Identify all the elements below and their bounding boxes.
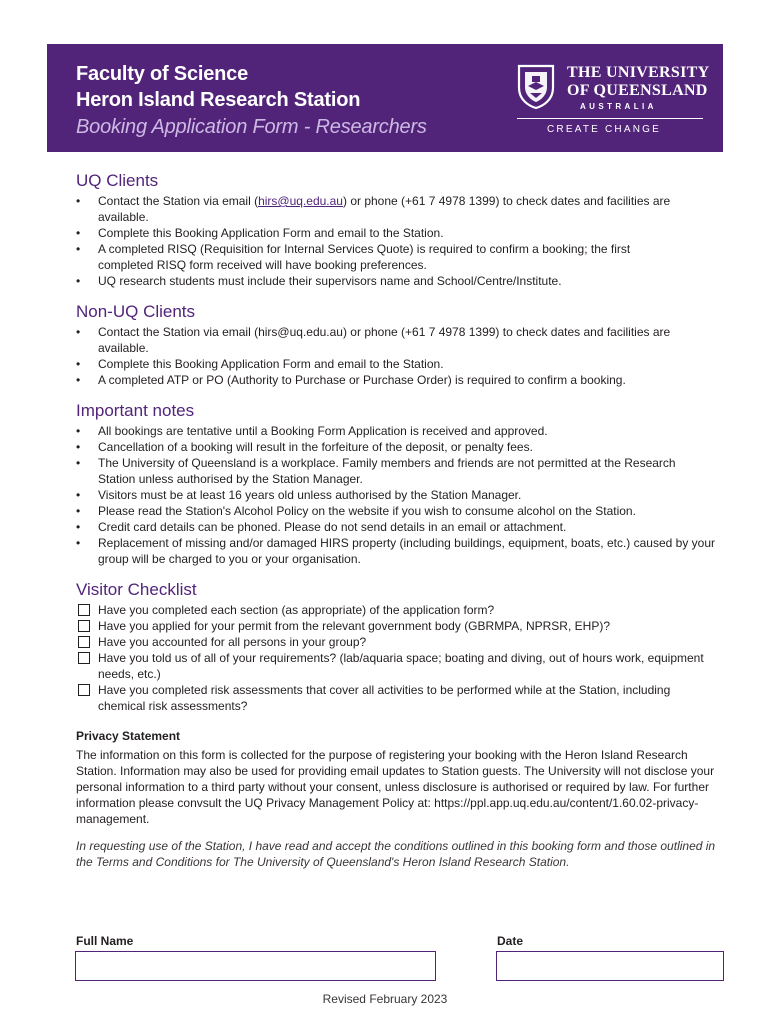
non-uq-clients-heading: Non-UQ Clients <box>76 302 196 321</box>
checkbox[interactable] <box>78 684 90 696</box>
revision-footer: Revised February 2023 <box>322 992 448 1006</box>
tagline: CREATE CHANGE <box>547 124 661 135</box>
visitor-checklist-heading: Visitor Checklist <box>76 580 197 599</box>
privacy-heading: Privacy Statement <box>76 729 181 743</box>
list-item: • Please read the Station's Alcohol Policy on the website if you wish to consume alcohol on the Station. <box>76 503 716 519</box>
header-banner <box>47 44 723 152</box>
list-item <box>76 193 716 225</box>
important-notes-heading: Important notes <box>76 401 195 420</box>
uq-logo <box>517 62 710 138</box>
checkbox[interactable] <box>78 636 90 648</box>
checklist-item-label: Have you accounted for all persons in your group? <box>98 635 367 649</box>
checklist-item-label: Have you completed each section (as appropriate) of the application form? <box>98 603 495 617</box>
list-item-text: Contact the Station via email ( <box>98 194 259 208</box>
checklist-item-label: Have you applied for your permit from the relevant government body (GBRMPA, NPRSR, EHP)? <box>98 619 610 633</box>
checklist-item-label: Have you completed risk assessments that cover all activities to be performed while at the Station, including chemical risk assessments? <box>98 683 671 713</box>
logo-divider <box>517 118 703 119</box>
checklist-item <box>76 618 716 634</box>
checklist-item-label: Have you told us of all of your requirements? (lab/aquaria space; boating and diving, out of hours work, equipment needs, etc.) <box>98 651 704 681</box>
visitor-checklist <box>76 602 716 714</box>
uq-clients-list <box>76 193 716 289</box>
station-title: Heron Island Research Station <box>76 89 361 111</box>
email-link[interactable]: hirs@uq.edu.au <box>258 194 343 208</box>
visitor-checklist-section <box>76 579 716 714</box>
important-notes-section <box>76 400 716 567</box>
list-item: • Credit card details can be phoned. Please do not send details in an email or attachment. <box>76 519 716 535</box>
list-item: • Complete this Booking Application Form and email to the Station. <box>76 225 716 241</box>
full-name-field[interactable] <box>75 951 436 981</box>
form-content <box>76 170 716 870</box>
non-uq-clients-list <box>76 324 716 388</box>
list-item: • Replacement of missing and/or damaged HIRS property (including buildings, equipment, boats, etc.) caused by your group will be charged to you or your organisation. <box>76 535 716 567</box>
checklist-item <box>76 602 716 618</box>
list-item: • All bookings are tentative until a Booking Form Application is received and approved. <box>76 423 716 439</box>
date-label: Date <box>497 934 524 948</box>
date-field[interactable] <box>496 951 724 981</box>
list-item: • A completed ATP or PO (Authority to Purchase or Purchase Order) is required to confirm a booking. <box>76 372 716 388</box>
checkbox[interactable] <box>78 652 90 664</box>
university-country: AUSTRALIA <box>580 102 657 111</box>
consent-statement: In requesting use of the Station, I have read and accept the conditions outlined in this booking form and those outlined in the Terms and Conditions for The University of Queensland's Heron Island Research Station. <box>76 839 716 869</box>
list-item: • Complete this Booking Application Form and email to the Station. <box>76 356 716 372</box>
university-name-line1: THE UNIVERSITY <box>567 64 710 81</box>
non-uq-clients-section <box>76 301 716 388</box>
list-item: • Cancellation of a booking will result in the forfeiture of the deposit, or penalty fees. <box>76 439 716 455</box>
important-notes-list <box>76 423 716 567</box>
list-item: • UQ research students must include their supervisors name and School/Centre/Institute. <box>76 273 716 289</box>
university-name-line2: OF QUEENSLAND <box>567 82 708 99</box>
full-name-label: Full Name <box>76 934 134 948</box>
privacy-statement: The information on this form is collected for the purpose of registering your booking with the Heron Island Research Station. Information may also be used for providing email updates to Station guests. The University will not disclose your personal information to a third party without your consent, unless disclosure is authorised or required by law. For further information please convsult the UQ Privacy Management Policy at: https://ppl.app.uq.edu.au/content/1.60.02-privacy-management. <box>76 748 715 826</box>
list-item: • The University of Queensland is a workplace. Family members and friends are not permitted at the Research Station unless authorised by the Station Manager. <box>76 455 716 487</box>
checkbox[interactable] <box>78 620 90 632</box>
checklist-item <box>76 634 716 650</box>
form-title: Booking Application Form - Researchers <box>76 116 427 138</box>
checkbox[interactable] <box>78 604 90 616</box>
checklist-item <box>76 650 716 682</box>
list-item: • A completed RISQ (Requisition for Internal Services Quote) is required to confirm a booking; the first completed RISQ form received will have booking preferences. <box>76 241 716 273</box>
uq-clients-section <box>76 170 716 289</box>
list-item: • Visitors must be at least 16 years old unless authorised by the Station Manager. <box>76 487 716 503</box>
uq-crest-icon <box>517 64 555 110</box>
uq-clients-heading: UQ Clients <box>76 171 159 190</box>
list-item-text: ) or phone (+61 7 4978 1399) to check dates and facilities are available. <box>98 194 671 224</box>
faculty-title: Faculty of Science <box>76 63 249 85</box>
checklist-item <box>76 682 716 714</box>
list-item: • Contact the Station via email (hirs@uq.edu.au) or phone (+61 7 4978 1399) to check dates and facilities are available. <box>76 324 716 356</box>
